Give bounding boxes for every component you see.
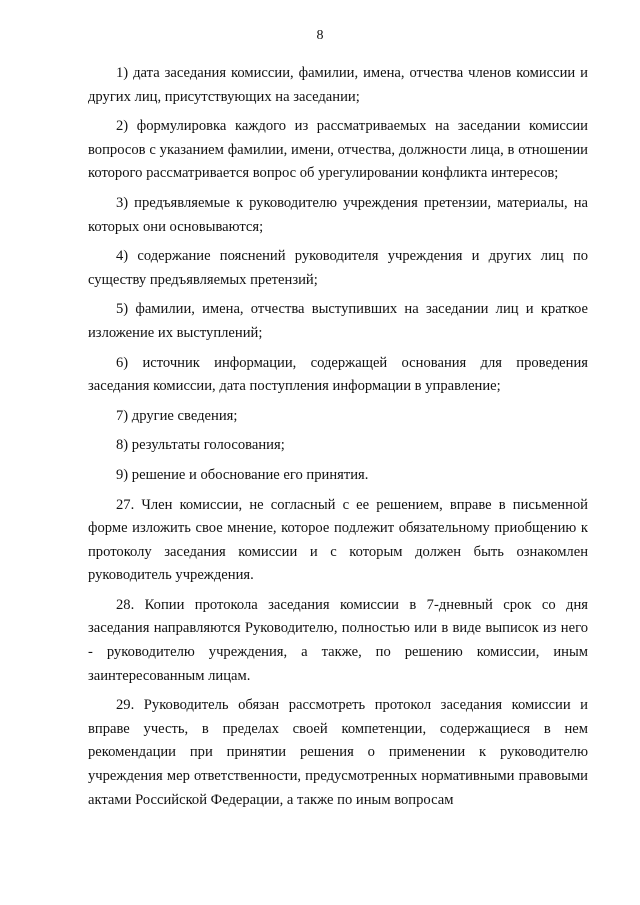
list-item-8: 8) результаты голосования; — [116, 437, 285, 454]
list-item-5: 5) фамилии, имена, отчества выступивших на заседании лиц и краткое изложение их выступлений; — [88, 301, 588, 341]
list-item-6: 6) источник информации, содержащей основания для проведения заседания комиссии, дата поступления информации в управление; — [88, 354, 588, 395]
list-item-7: 7) другие сведения; — [116, 407, 238, 424]
list-item-9: 9) решение и обоснование его принятия. — [116, 466, 369, 483]
list-item-4: 4) содержание пояснений руководителя учреждения и других лиц по существу предъявляемых претензий; — [88, 248, 588, 288]
page-number: 8 — [316, 28, 324, 43]
list-item-1: 1) дата заседания комиссии, фамилии, имена, отчества членов комиссии и других лиц, присутствующих на заседании; — [88, 65, 588, 105]
list-item-2: 2) формулировка каждого из рассматриваемых на заседании комиссии вопросов с указанием фамилии, имени, отчества, должности лица, в отношении которого рассматривается вопрос об урегулировании конфликта интересов; — [88, 118, 588, 182]
document-body — [88, 62, 588, 818]
list-item-3: 3) предъявляемые к руководителю учреждения претензии, материалы, на которых они основываются; — [88, 194, 588, 235]
clause-29: 29. Руководитель обязан рассмотреть протокол заседания комиссии и вправе учесть, в пределах своей компетенции, содержащиеся в нем рекомендации при принятии решения о применении к руководителю учреждения мер ответственности, предусмотренных нормативными правовыми актами Российской Федерации, а также по иным вопросам — [88, 697, 588, 808]
clause-27: 27. Член комиссии, не согласный с ее решением, вправе в письменной форме изложить свое мнение, которое подлежит обязательному приобщению к протоколу заседания комиссии и с которым должен быть ознакомлен руководитель учреждения. — [88, 496, 588, 584]
clause-28: 28. Копии протокола заседания комиссии в 7-дневный срок со дня заседания направляются Руководителю, полностью или в виде выписок из него - руководителю учреждения, а также, по решению комиссии, иным заинтересованным лицам. — [88, 596, 588, 684]
